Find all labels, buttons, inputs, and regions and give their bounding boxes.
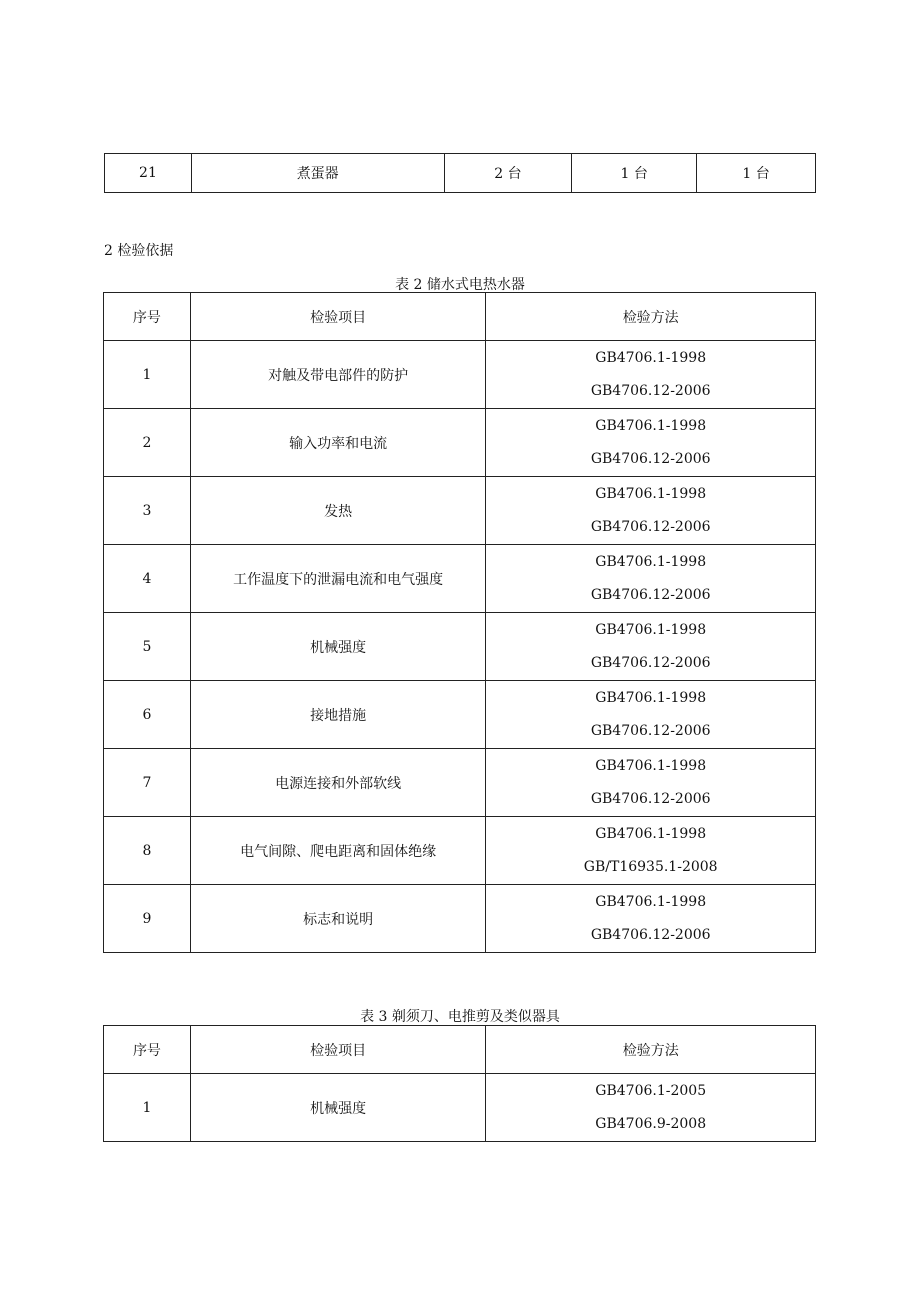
- row-number: 4: [104, 545, 191, 613]
- header-method: 检验方法: [486, 293, 816, 341]
- standard-code: GB/T16935.1-2008: [583, 858, 718, 875]
- standard-code: GB4706.1-1998: [595, 553, 707, 570]
- row-number: 5: [104, 613, 191, 681]
- row-number: 8: [104, 817, 191, 885]
- inspection-item: 接地措施: [190, 681, 486, 749]
- inspection-method: [486, 477, 816, 545]
- table-row: [104, 341, 816, 409]
- inspection-table-shaver: [103, 1025, 816, 1142]
- quantity-cell: 2 台: [444, 154, 572, 193]
- standard-code: GB4706.1-1998: [595, 825, 707, 842]
- header-no: 序号: [104, 293, 191, 341]
- inspection-method: [486, 885, 816, 953]
- table-caption: 表 3 剃须刀、电推剪及类似器具: [360, 1009, 560, 1025]
- standard-code: GB4706.12-2006: [590, 518, 711, 535]
- table-row: [104, 409, 816, 477]
- table-row: [104, 1074, 816, 1142]
- quantity-cell: 1 台: [697, 154, 816, 193]
- section-heading: 2 检验依据: [104, 243, 174, 259]
- standard-code: GB4706.1-1998: [595, 757, 707, 774]
- header-no: 序号: [104, 1026, 191, 1074]
- inspection-item: 机械强度: [190, 1074, 486, 1142]
- standard-code: GB4706.1-2005: [595, 1082, 707, 1099]
- inspection-table-water-heater: [103, 292, 816, 953]
- standard-code: GB4706.1-1998: [595, 417, 707, 434]
- table-header-row: [104, 1026, 816, 1074]
- inspection-method: [486, 409, 816, 477]
- inspection-item: 机械强度: [190, 613, 486, 681]
- inspection-item: 对触及带电部件的防护: [190, 341, 486, 409]
- inspection-method: [486, 341, 816, 409]
- row-number: 21: [105, 154, 192, 193]
- row-number: 7: [104, 749, 191, 817]
- inspection-item: 发热: [190, 477, 486, 545]
- inspection-item: 工作温度下的泄漏电流和电气强度: [190, 545, 486, 613]
- table-row: [104, 817, 816, 885]
- standard-code: GB4706.1-1998: [595, 689, 707, 706]
- row-number: 2: [104, 409, 191, 477]
- row-number: 9: [104, 885, 191, 953]
- inspection-item: 标志和说明: [190, 885, 486, 953]
- table-row: [104, 749, 816, 817]
- standard-code: GB4706.12-2006: [590, 926, 711, 943]
- inspection-method: [486, 545, 816, 613]
- table-row: [105, 154, 816, 193]
- inspection-method: [486, 749, 816, 817]
- inspection-method: [486, 681, 816, 749]
- inspection-item: 输入功率和电流: [190, 409, 486, 477]
- row-number: 3: [104, 477, 191, 545]
- equipment-name: 煮蛋器: [191, 154, 444, 193]
- standard-code: GB4706.9-2008: [595, 1115, 707, 1132]
- row-number: 1: [104, 1074, 191, 1142]
- standard-code: GB4706.1-1998: [595, 893, 707, 910]
- equipment-table: [104, 153, 816, 193]
- quantity-cell: 1 台: [572, 154, 697, 193]
- header-item: 检验项目: [190, 1026, 486, 1074]
- standard-code: GB4706.12-2006: [590, 382, 711, 399]
- standard-code: GB4706.12-2006: [590, 722, 711, 739]
- inspection-item: 电气间隙、爬电距离和固体绝缘: [190, 817, 486, 885]
- standard-code: GB4706.1-1998: [595, 485, 707, 502]
- standard-code: GB4706.12-2006: [590, 450, 711, 467]
- inspection-method: [486, 1074, 816, 1142]
- table-row: [104, 477, 816, 545]
- table-caption: 表 2 储水式电热水器: [395, 277, 525, 293]
- standard-code: GB4706.12-2006: [590, 790, 711, 807]
- table-row: [104, 885, 816, 953]
- table-row: [104, 613, 816, 681]
- inspection-method: [486, 613, 816, 681]
- table-header-row: [104, 293, 816, 341]
- standard-code: GB4706.1-1998: [595, 621, 707, 638]
- standard-code: GB4706.12-2006: [590, 586, 711, 603]
- standard-code: GB4706.12-2006: [590, 654, 711, 671]
- header-item: 检验项目: [190, 293, 486, 341]
- table-row: [104, 681, 816, 749]
- standard-code: GB4706.1-1998: [595, 349, 707, 366]
- inspection-item: 电源连接和外部软线: [190, 749, 486, 817]
- inspection-method: [486, 817, 816, 885]
- row-number: 1: [104, 341, 191, 409]
- table-row: [104, 545, 816, 613]
- header-method: 检验方法: [486, 1026, 816, 1074]
- row-number: 6: [104, 681, 191, 749]
